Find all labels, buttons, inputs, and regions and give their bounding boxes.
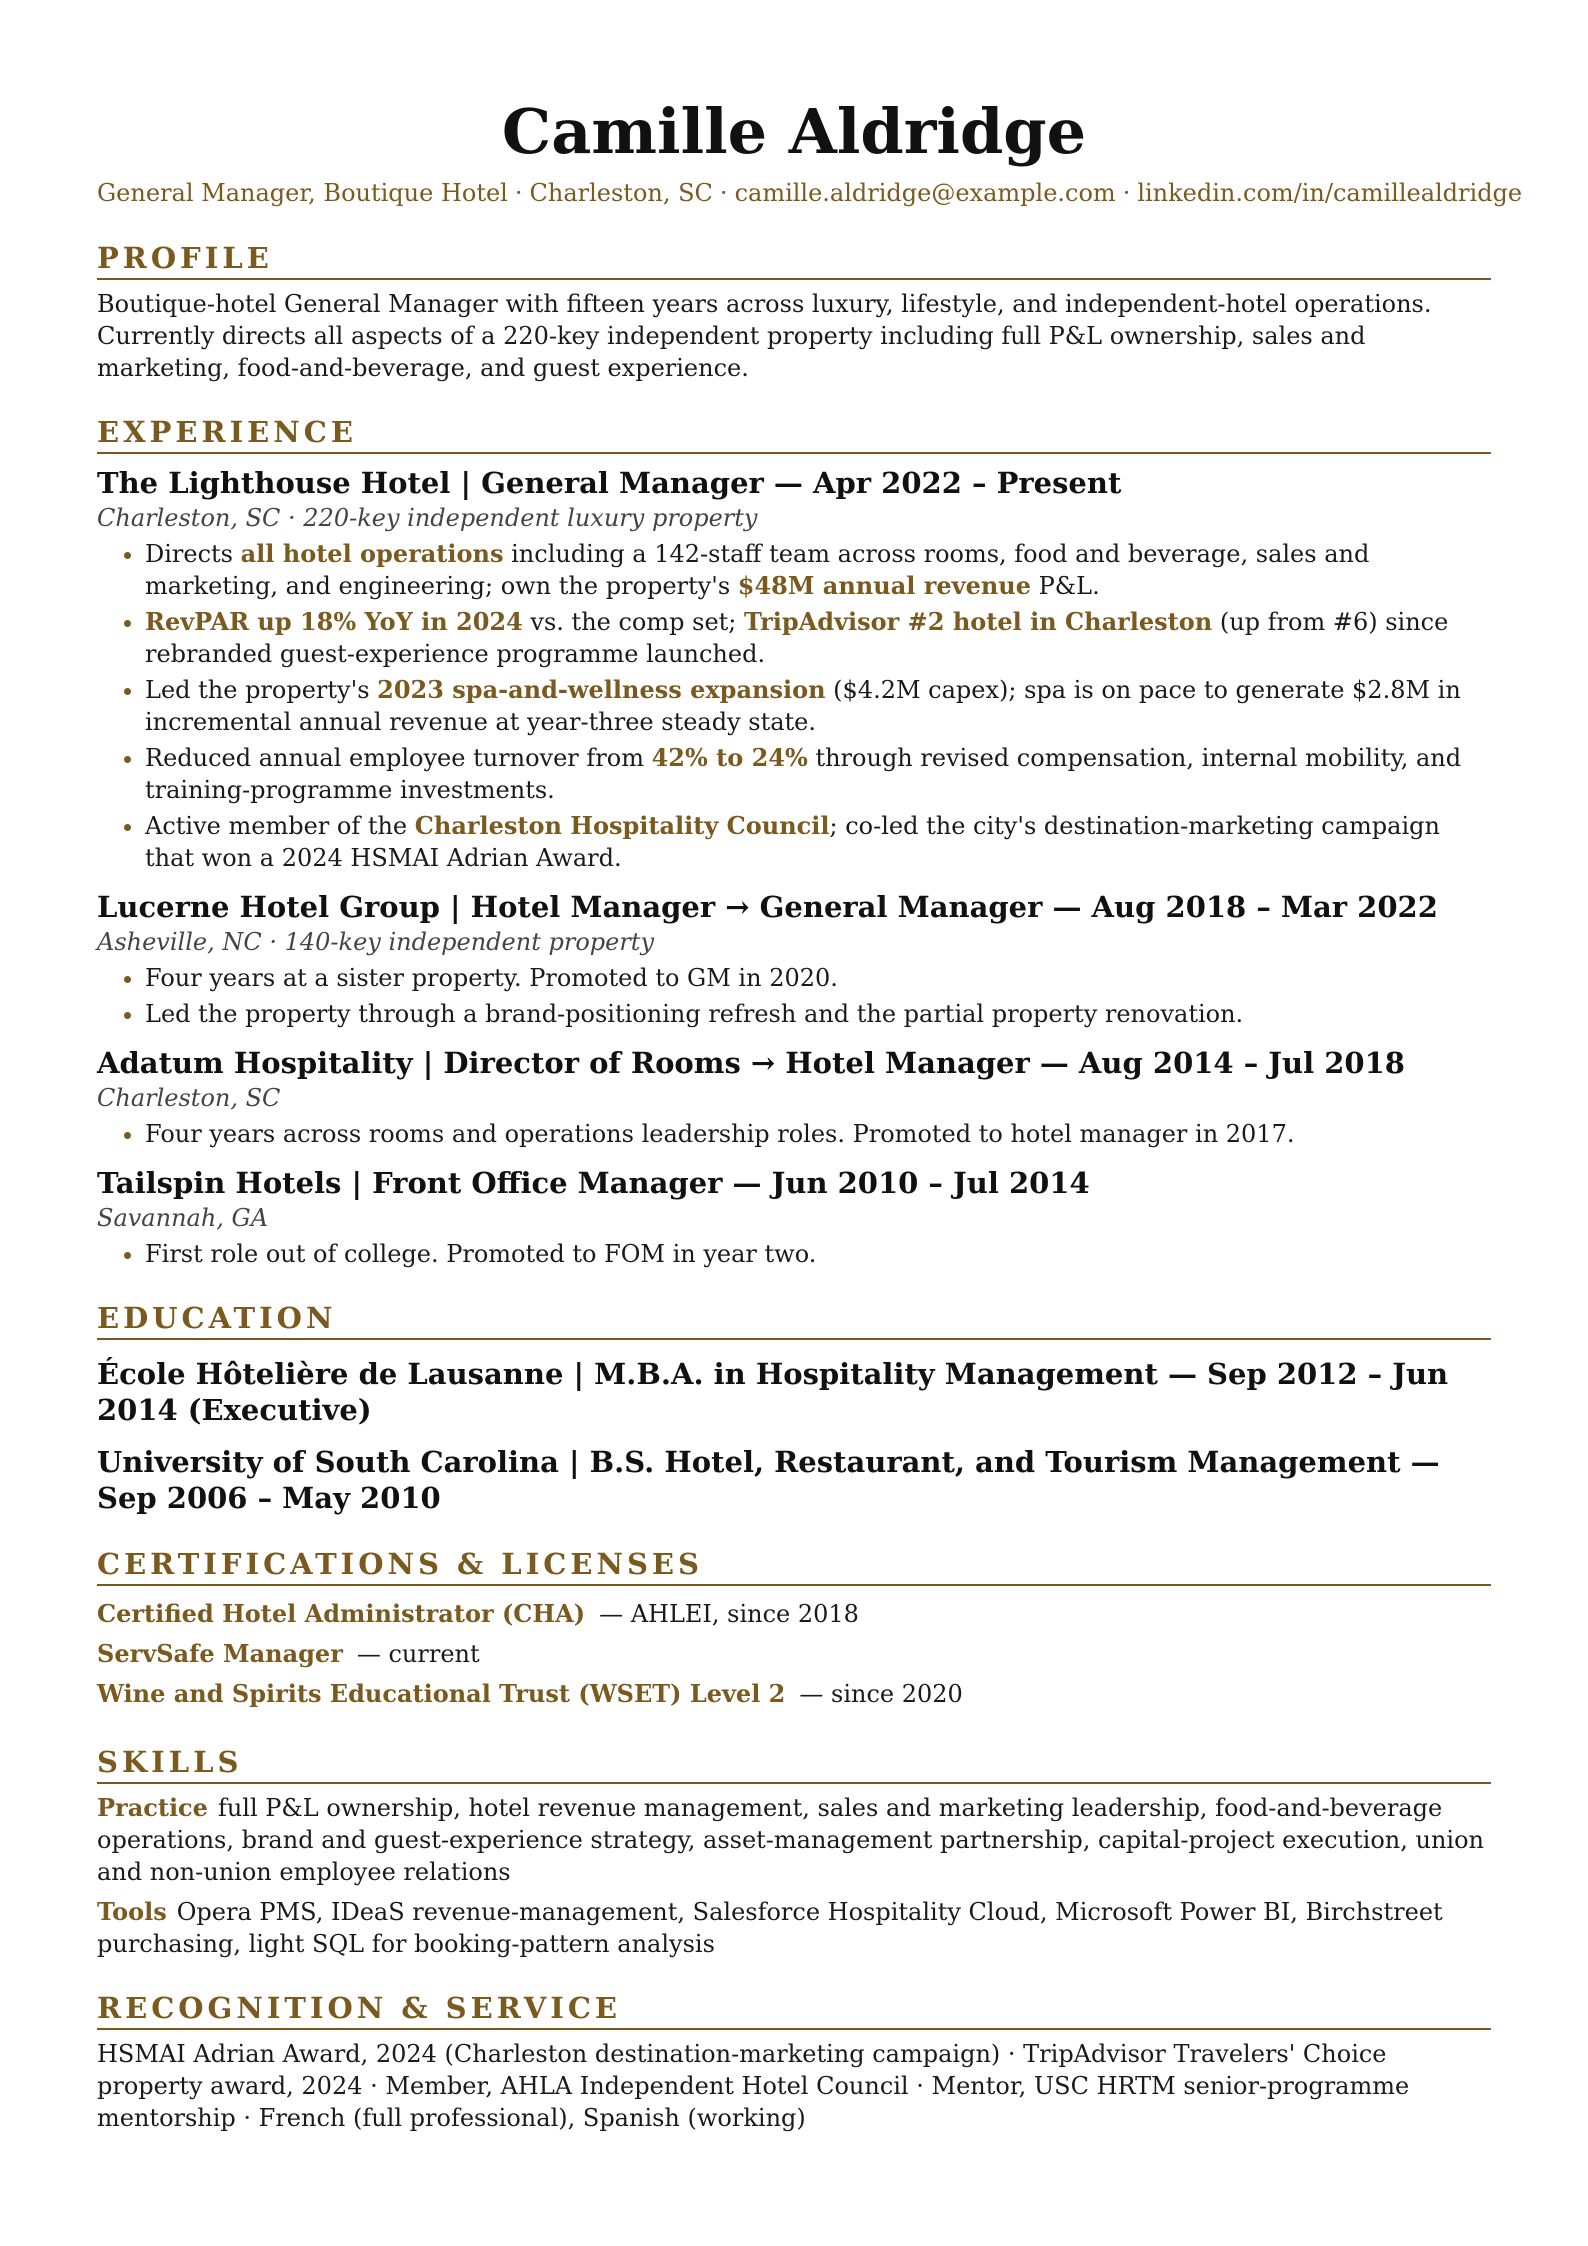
bullet-item — [145, 1118, 1491, 1150]
email-link[interactable]: camille.aldridge@example.com — [734, 179, 1116, 207]
certifications-section — [97, 1546, 1491, 1714]
section-heading: EDUCATION — [97, 1300, 1491, 1340]
certification-name: ServSafe Manager — [97, 1639, 343, 1668]
section-heading: CERTIFICATIONS & LICENSES — [97, 1546, 1491, 1586]
certification-name: Wine and Spirits Educational Trust (WSET) Level 2 — [97, 1679, 786, 1708]
experience-section — [97, 414, 1491, 1270]
highlight-text: RevPAR up 18% YoY in 2024 — [145, 607, 523, 636]
section-heading: SKILLS — [97, 1744, 1491, 1784]
skill-text: Opera PMS, IDeaS revenue-management, Salesforce Hospitality Cloud, Microsoft Power BI, Birchstreet purchasing, light SQL for booking-pattern analysis — [97, 1898, 1443, 1958]
bullet-text: including a 142-staff team across rooms, food and beverage, sales and marketing, and engineering; own the property's — [145, 540, 1370, 600]
highlight-text: all hotel operations — [240, 539, 504, 568]
job-bullets — [97, 1238, 1491, 1270]
certification-item — [97, 1594, 1491, 1634]
job-entry — [97, 1164, 1491, 1270]
bullet-text: vs. the comp set; — [522, 608, 745, 636]
skill-group — [97, 1896, 1491, 1960]
job-bullets — [97, 1118, 1491, 1150]
bullet-text: First role out of college. Promoted to FOM in year two. — [145, 1240, 817, 1268]
recognition-section — [97, 1990, 1491, 2134]
location-text: Charleston, SC — [529, 179, 713, 207]
job-title: The Lighthouse Hotel | General Manager — Apr 2022 – Present — [97, 466, 1122, 500]
bullet-item — [145, 538, 1491, 602]
linkedin-link[interactable]: linkedin.com/in/camillealdridge — [1137, 179, 1523, 207]
job-entry — [97, 888, 1491, 1030]
bullet-item — [145, 962, 1491, 994]
skill-text: full P&L ownership, hotel revenue management, sales and marketing leadership, food-and-beverage operations, brand and guest-experience strategy, asset-management partnership, capital-project execution, union and non-union employee relations — [97, 1794, 1484, 1886]
skill-label: Practice — [97, 1793, 208, 1822]
contact-line — [97, 176, 1523, 210]
bullet-text: Four years across rooms and operations leadership roles. Promoted to hotel manager in 2017. — [145, 1120, 1295, 1148]
education-entry: École Hôtelière de Lausanne | M.B.A. in Hospitality Management — Sep 2012 – Jun 2014 (Executive) — [97, 1357, 1449, 1427]
bullet-item — [145, 742, 1491, 806]
bullet-item — [145, 1238, 1491, 1270]
certification-detail: — AHLEI, since 2018 — [599, 1600, 859, 1628]
certification-item — [97, 1674, 1491, 1714]
highlight-text: $48M annual revenue — [737, 571, 1032, 600]
bullet-text: ($4.2M capex); spa is on pace to generate $2.8M in incremental annual revenue at year-three steady state. — [145, 676, 1461, 736]
recognition-text: HSMAI Adrian Award, 2024 (Charleston destination-marketing campaign) · TripAdvisor Travelers' Choice property award, 2024 · Member, AHLA Independent Hotel Council · Mentor, USC HRTM senior-programme mentorship · French (full professional), Spanish (working) — [97, 2040, 1410, 2132]
skills-section — [97, 1744, 1491, 1960]
bullet-item — [145, 810, 1491, 874]
certification-detail: — since 2020 — [799, 1680, 963, 1708]
job-bullets — [97, 962, 1491, 1030]
job-title-text: General Manager, Boutique Hotel — [97, 179, 508, 207]
bullet-text: ; co-led the city's destination-marketing campaign that won a 2024 HSMAI Adrian Award. — [145, 812, 1440, 872]
experience-list — [97, 464, 1491, 1270]
bullet-text: Active member of the — [145, 812, 415, 840]
job-subtitle: Charleston, SC — [97, 1084, 281, 1112]
job-bullets — [97, 538, 1491, 874]
education-section — [97, 1300, 1491, 1516]
skill-group — [97, 1792, 1491, 1888]
job-subtitle: Asheville, NC · 140-key independent property — [97, 928, 655, 956]
bullet-text: P&L. — [1031, 572, 1100, 600]
profile-text: Boutique-hotel General Manager with fifteen years across luxury, lifestyle, and independent-hotel operations. Currently directs all aspects of a 220-key independent property including full P&L ownership, sales and marketing, food-and-beverage, and guest experience. — [97, 290, 1432, 382]
certification-item — [97, 1634, 1491, 1674]
job-subtitle: Charleston, SC · 220-key independent luxury property — [97, 504, 758, 532]
job-entry — [97, 464, 1491, 874]
candidate-name: Camille Aldridge — [501, 95, 1087, 168]
bullet-text: Directs — [145, 540, 241, 568]
bullet-text: Led the property's — [145, 676, 378, 704]
bullet-text: Reduced annual employee turnover from — [145, 744, 652, 772]
separator: · — [1122, 179, 1131, 207]
job-title: Adatum Hospitality | Director of Rooms → Hotel Manager — Aug 2014 – Jul 2018 — [97, 1046, 1405, 1080]
section-heading: RECOGNITION & SERVICE — [97, 1990, 1491, 2030]
certification-detail: — current — [356, 1640, 480, 1668]
education-entry: University of South Carolina | B.S. Hotel, Restaurant, and Tourism Management — Sep 2006 – May 2010 — [97, 1445, 1440, 1515]
section-heading: PROFILE — [97, 240, 1491, 280]
separator: · — [514, 179, 523, 207]
bullet-text: Led the property through a brand-positioning refresh and the partial property renovation. — [145, 1000, 1244, 1028]
skill-label: Tools — [97, 1897, 167, 1926]
highlight-text: 2023 spa-and-wellness expansion — [377, 675, 826, 704]
job-title: Tailspin Hotels | Front Office Manager — Jun 2010 – Jul 2014 — [97, 1166, 1090, 1200]
highlight-text: Charleston Hospitality Council — [414, 811, 830, 840]
bullet-item — [145, 674, 1491, 738]
bullet-text: Four years at a sister property. Promoted to GM in 2020. — [145, 964, 838, 992]
highlight-text: TripAdvisor #2 hotel in Charleston — [744, 607, 1213, 636]
certification-name: Certified Hotel Administrator (CHA) — [97, 1599, 586, 1628]
section-heading: EXPERIENCE — [97, 414, 1491, 454]
bullet-text: (up from #6) since rebranded guest-experience programme launched. — [145, 608, 1449, 668]
separator: · — [719, 179, 728, 207]
job-entry — [97, 1044, 1491, 1150]
bullet-text: through revised compensation, internal mobility, and training-programme investments. — [145, 744, 1462, 804]
highlight-text: 42% to 24% — [651, 743, 808, 772]
bullet-item — [145, 606, 1491, 670]
profile-section — [97, 240, 1491, 384]
job-title: Lucerne Hotel Group | Hotel Manager → General Manager — Aug 2018 – Mar 2022 — [97, 890, 1438, 924]
job-subtitle: Savannah, GA — [97, 1204, 269, 1232]
bullet-item — [145, 998, 1491, 1030]
